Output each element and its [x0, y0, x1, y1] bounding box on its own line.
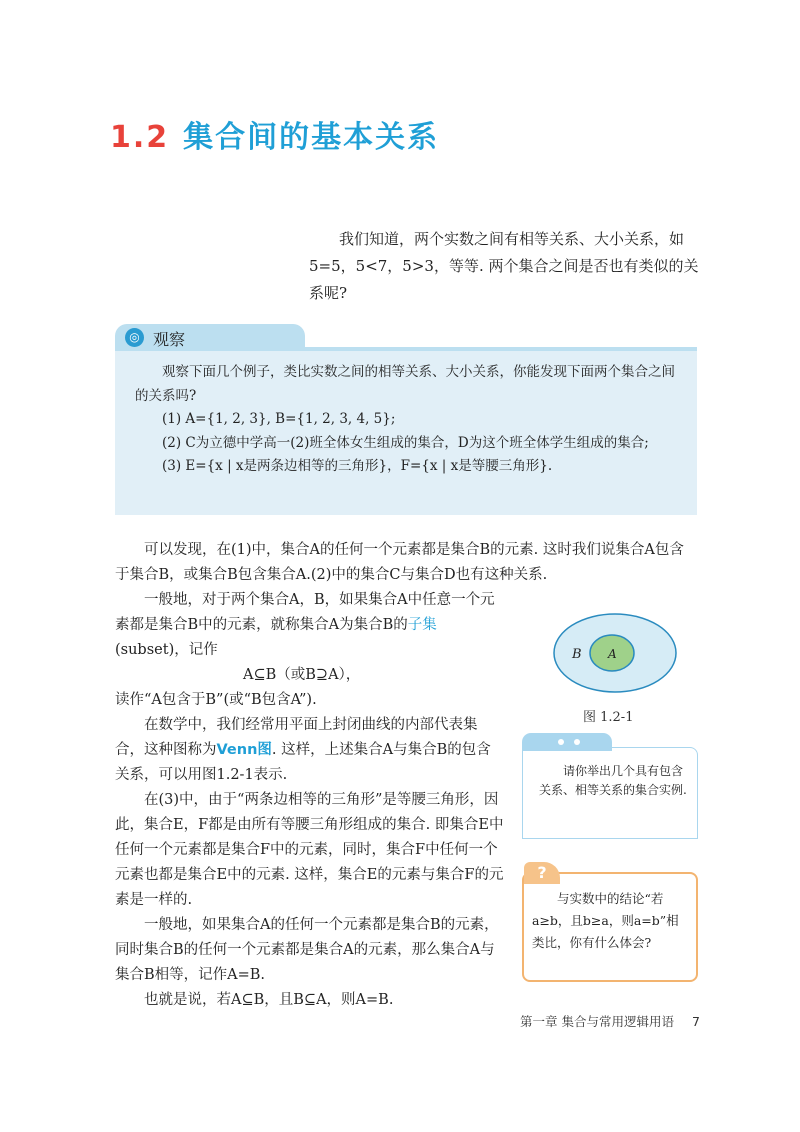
observe-header [115, 324, 697, 351]
paragraph-2: 一般地，对于两个集合A，B，如果集合A中任意一个元素都是集合B中的元素，就称集合A为集合B的子集(subset)，记作 [115, 592, 495, 658]
page-number: 7 [691, 1014, 700, 1029]
observe-item-3: (3) E={x | x是两条边相等的三角形}，F={x | x是等腰三角形}. [162, 458, 553, 474]
venn-diagram [552, 612, 678, 694]
intro-text: 我们知道，两个实数之间有相等关系、大小关系，如5=5，5<7，5>3，等等. 两个集合之间是否也有类似的关系呢? [309, 230, 699, 302]
subset-term: 子集 [407, 617, 437, 633]
margin-note-2 [522, 862, 700, 984]
observe-title: 观察 [153, 330, 186, 349]
paragraph-4: 在数学中，我们经常用平面上封闭曲线的内部代表集合，这种图称为Venn图. 这样，上述集合A与集合B的包含关系，可以用图1.2-1表示. [115, 717, 491, 783]
observe-item-2: (2) C为立德中学高一(2)班全体女生组成的集合，D为这个班全体学生组成的集合; [162, 434, 649, 451]
subset-formula: A⊆B（或B⊇A）， [243, 667, 361, 683]
paragraph-1: 可以发现，在(1)中，集合A的任何一个元素都是集合B的元素. 这时我们说集合A包含于集合B，或集合B包含集合A.(2)中的集合C与集合D也有这种关系. [115, 542, 684, 583]
paragraph-6: 一般地，如果集合A的任何一个元素都是集合B的元素，同时集合B的任何一个元素都是集合A的元素，那么集合A与集合B相等，记作A=B. [115, 917, 499, 983]
note2-text: 与实数中的结论“若a≥b，且b≥a，则a=b”相类比，你有什么体会? [532, 891, 679, 950]
section-title [110, 112, 439, 156]
intro-paragraph [309, 226, 699, 307]
figure-caption: 图 1.2-1 [583, 710, 634, 725]
section-heading: 集合间的基本关系 [183, 120, 440, 155]
target-icon: ◎ [125, 328, 144, 347]
section-number: 1.2 [110, 120, 170, 155]
question-icon: ? [524, 862, 560, 884]
paragraph-7: 也就是说，若A⊆B，且B⊆A，则A=B. [144, 992, 394, 1008]
paragraph-5: 在(3)中，由于“两条边相等的三角形”是等腰三角形，因此，集合E，F都是由所有等腰三角形组成的集合. 即集合E中任何一个元素都是集合F中的元素，同时，集合F中任何一个元素也都是集合E中的元素. 这样，集合E的元素与集合F的元素是一样的. [115, 792, 504, 908]
margin-note-1 [522, 733, 700, 841]
venn-label-b: B [572, 647, 582, 662]
chapter-name: 第一章 集合与常用逻辑用语 [520, 1014, 674, 1029]
observe-item-1: (1) A={1, 2, 3}, B={1, 2, 3, 4, 5}; [162, 411, 396, 427]
paragraph-3: 读作“A包含于B”(或“B包含A”). [115, 692, 317, 708]
page-footer [520, 1012, 700, 1030]
observe-lead: 观察下面几个例子，类比实数之间的相等关系、大小关系，你能发现下面两个集合之间的关系吗? [135, 364, 675, 404]
venn-label-a: A [608, 647, 617, 661]
note1-text: 请你举出几个具有包含关系、相等关系的集合实例. [539, 764, 687, 797]
observe-box [115, 351, 697, 515]
venn-term: Venn图 [216, 742, 272, 758]
